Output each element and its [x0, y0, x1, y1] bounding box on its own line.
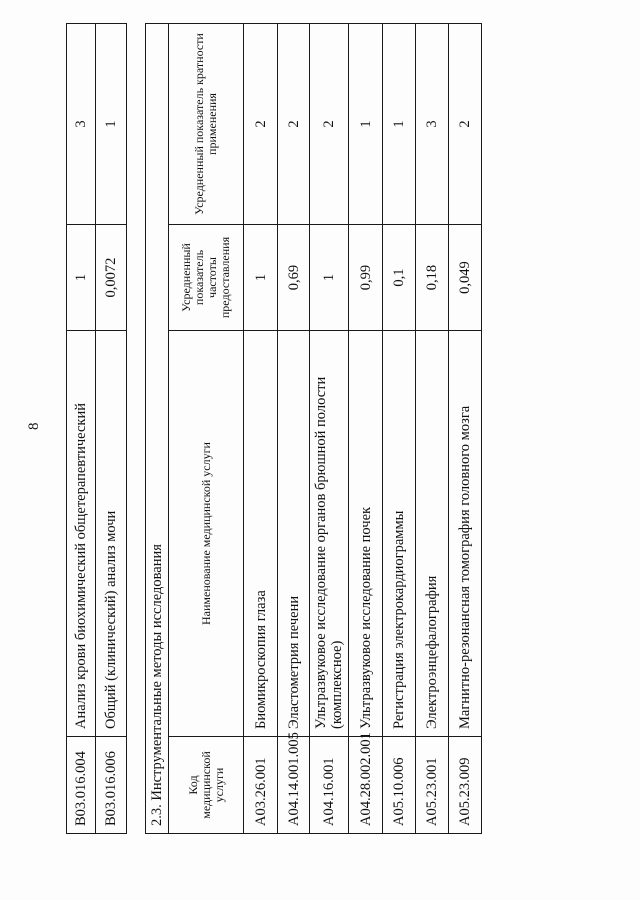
service-code: A05.10.006: [383, 737, 416, 834]
frequency-value: 1: [67, 225, 96, 331]
service-name: Регистрация электрокардиограммы: [383, 331, 416, 737]
frequency-value: 0,18: [416, 225, 449, 331]
multiplicity-value: 2: [310, 23, 349, 224]
frequency-value: 0,1: [383, 225, 416, 331]
service-name: Эластометрия печени: [278, 331, 310, 737]
service-name: Ультразвуковое исследование органов брюшной полости (комплексное): [310, 331, 349, 737]
frequency-value: 0,99: [349, 225, 383, 331]
multiplicity-value: 1: [96, 24, 127, 225]
service-name: Электроэнцефалография: [416, 331, 449, 737]
table-row: [67, 24, 96, 834]
frequency-value: 1: [244, 225, 278, 331]
header-frequency: Усредненный показатель частоты предоставления: [169, 225, 244, 331]
multiplicity-value: 2: [449, 23, 482, 224]
header-name: Наименование медицинской услуги: [169, 331, 244, 737]
service-code: A03.26.001: [244, 737, 278, 834]
service-code: A04.28.002.001: [349, 737, 383, 834]
service-name: Анализ крови биохимический общетерапевтический: [67, 331, 96, 737]
service-code: A05.23.009: [449, 737, 482, 834]
multiplicity-value: 1: [383, 23, 416, 224]
table-row: [416, 23, 449, 833]
section-title-row: [146, 23, 169, 833]
header-code: Код медицинской услуги: [169, 737, 244, 834]
table-row: [278, 23, 310, 833]
service-code: B03.016.006: [96, 737, 127, 834]
service-code: A04.14.001.005: [278, 737, 310, 834]
service-name: Биомикроскопия глаза: [244, 331, 278, 737]
service-code: A05.23.001: [416, 737, 449, 834]
header-row: [169, 23, 244, 833]
service-code: A04.16.001: [310, 737, 349, 834]
lab-tests-table: [66, 23, 127, 834]
frequency-value: 0,0072: [96, 225, 127, 331]
table-row: [244, 23, 278, 833]
service-code: B03.016.004: [67, 737, 96, 834]
frequency-value: 0,049: [449, 225, 482, 331]
table-row: [449, 23, 482, 833]
service-name: Магнитно-резонансная томография головного мозга: [449, 331, 482, 737]
frequency-value: 1: [310, 225, 349, 331]
table-row: [349, 23, 383, 833]
header-multiplicity: Усредненный показатель кратности применения: [169, 23, 244, 224]
table-row: [383, 23, 416, 833]
instrumental-methods-table: [145, 23, 482, 834]
page-number: 8: [26, 422, 42, 430]
service-name: Общий (клинический) анализ мочи: [96, 331, 127, 737]
table-row: [310, 23, 349, 833]
multiplicity-value: 3: [416, 23, 449, 224]
multiplicity-value: 3: [67, 24, 96, 225]
section-title: 2.3. Инструментальные методы исследования: [146, 23, 169, 833]
frequency-value: 0,69: [278, 225, 310, 331]
service-name: Ультразвуковое исследование почек: [349, 331, 383, 737]
table-row: [96, 24, 127, 834]
multiplicity-value: 2: [278, 23, 310, 224]
multiplicity-value: 2: [244, 23, 278, 224]
multiplicity-value: 1: [349, 23, 383, 224]
